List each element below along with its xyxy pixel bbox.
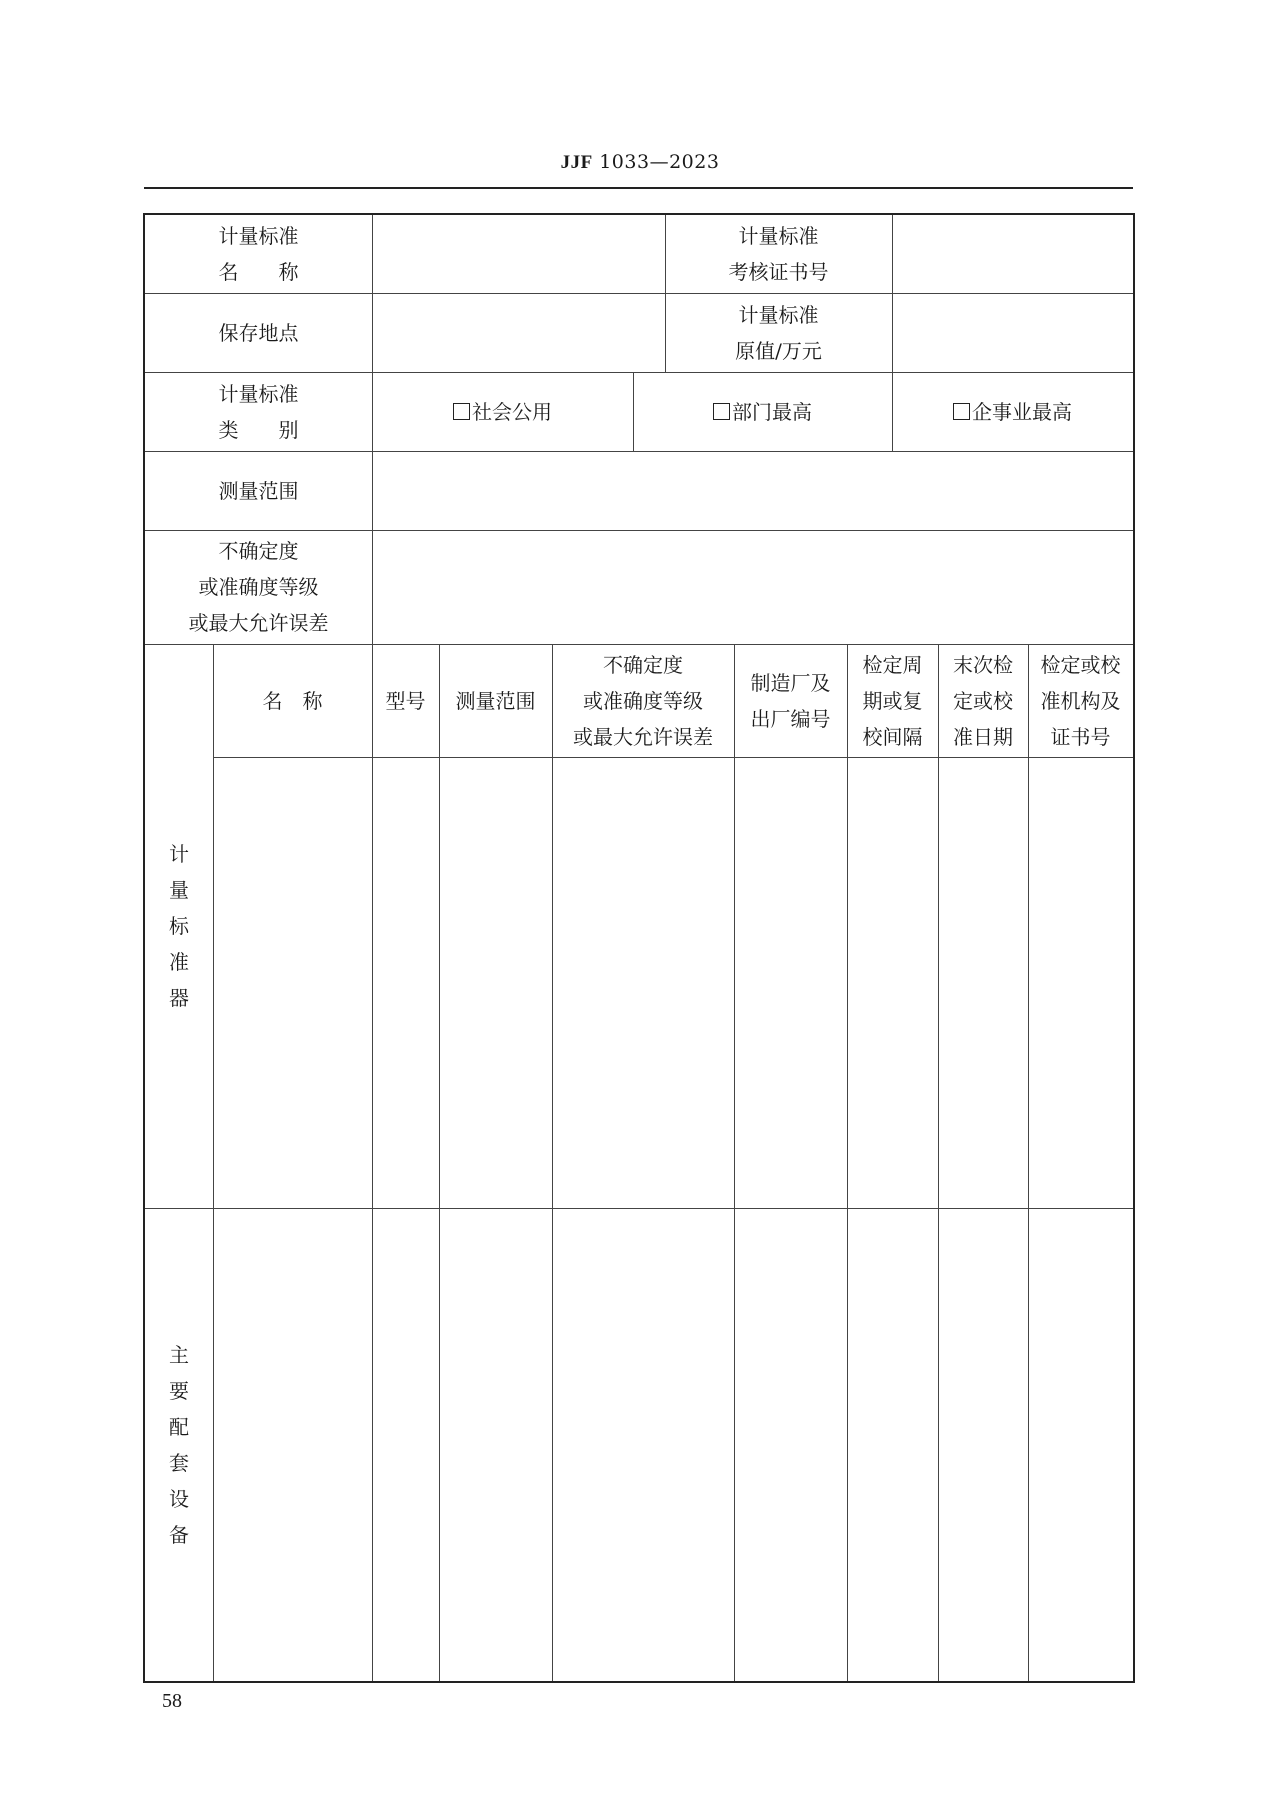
col-header-last-date: 末次检 定或校 准日期 bbox=[953, 652, 1013, 749]
label-standard-name: 计量标准 名 称 bbox=[218, 224, 299, 284]
category-option-enterprise[interactable]: 企事业最高 bbox=[892, 372, 1133, 451]
label-storage-location: 保存地点 bbox=[218, 320, 299, 345]
col-divider bbox=[938, 644, 939, 1681]
label-uncertainty: 不确定度 或准确度等级 或最大允许误差 bbox=[188, 539, 329, 635]
standard-prefix: JJF bbox=[560, 152, 593, 173]
label-measurement-range: 测量范围 bbox=[218, 478, 299, 503]
page-header bbox=[0, 151, 1280, 174]
col-divider bbox=[372, 644, 373, 1681]
col-divider bbox=[734, 644, 735, 1681]
col-header-model: 型号 bbox=[385, 688, 426, 713]
category-option-department[interactable]: 部门最高 bbox=[633, 372, 892, 451]
checkbox-department[interactable] bbox=[713, 403, 730, 420]
col-divider bbox=[847, 644, 848, 1681]
row-divider bbox=[145, 1208, 1133, 1209]
col-header-name: 名 称 bbox=[262, 688, 323, 713]
row-divider bbox=[213, 757, 1133, 758]
label-original-value: 计量标准 原值/万元 bbox=[735, 302, 822, 363]
checkbox-enterprise[interactable] bbox=[953, 403, 970, 420]
page-number: 58 bbox=[162, 1690, 182, 1712]
col-divider bbox=[439, 644, 440, 1681]
col-divider bbox=[892, 215, 893, 372]
category-option-public[interactable]: 社会公用 bbox=[372, 372, 633, 451]
form-table bbox=[143, 213, 1135, 1683]
col-divider bbox=[1028, 644, 1029, 1681]
checkbox-public[interactable] bbox=[453, 403, 470, 420]
standard-number: 1033—2023 bbox=[599, 151, 720, 173]
col-divider bbox=[552, 644, 553, 1681]
col-divider bbox=[213, 644, 214, 1681]
label-standard-category: 计量标准 类 别 bbox=[218, 381, 299, 442]
col-header-period: 检定周 期或复 校间隔 bbox=[862, 652, 923, 749]
col-header-manufacturer: 制造厂及 出厂编号 bbox=[750, 670, 831, 731]
section-label-instruments: 计 量 标 准 器 bbox=[169, 842, 189, 1010]
col-header-uncertainty: 不确定度 或准确度等级 或最大允许误差 bbox=[573, 652, 713, 749]
header-rule bbox=[144, 187, 1133, 189]
label-certificate-number: 计量标准 考核证书号 bbox=[728, 224, 829, 284]
section-label-equipment: 主 要 配 套 设 备 bbox=[169, 1342, 189, 1547]
col-header-range: 测量范围 bbox=[455, 688, 536, 713]
col-header-organization: 检定或校 准机构及 证书号 bbox=[1040, 652, 1121, 749]
